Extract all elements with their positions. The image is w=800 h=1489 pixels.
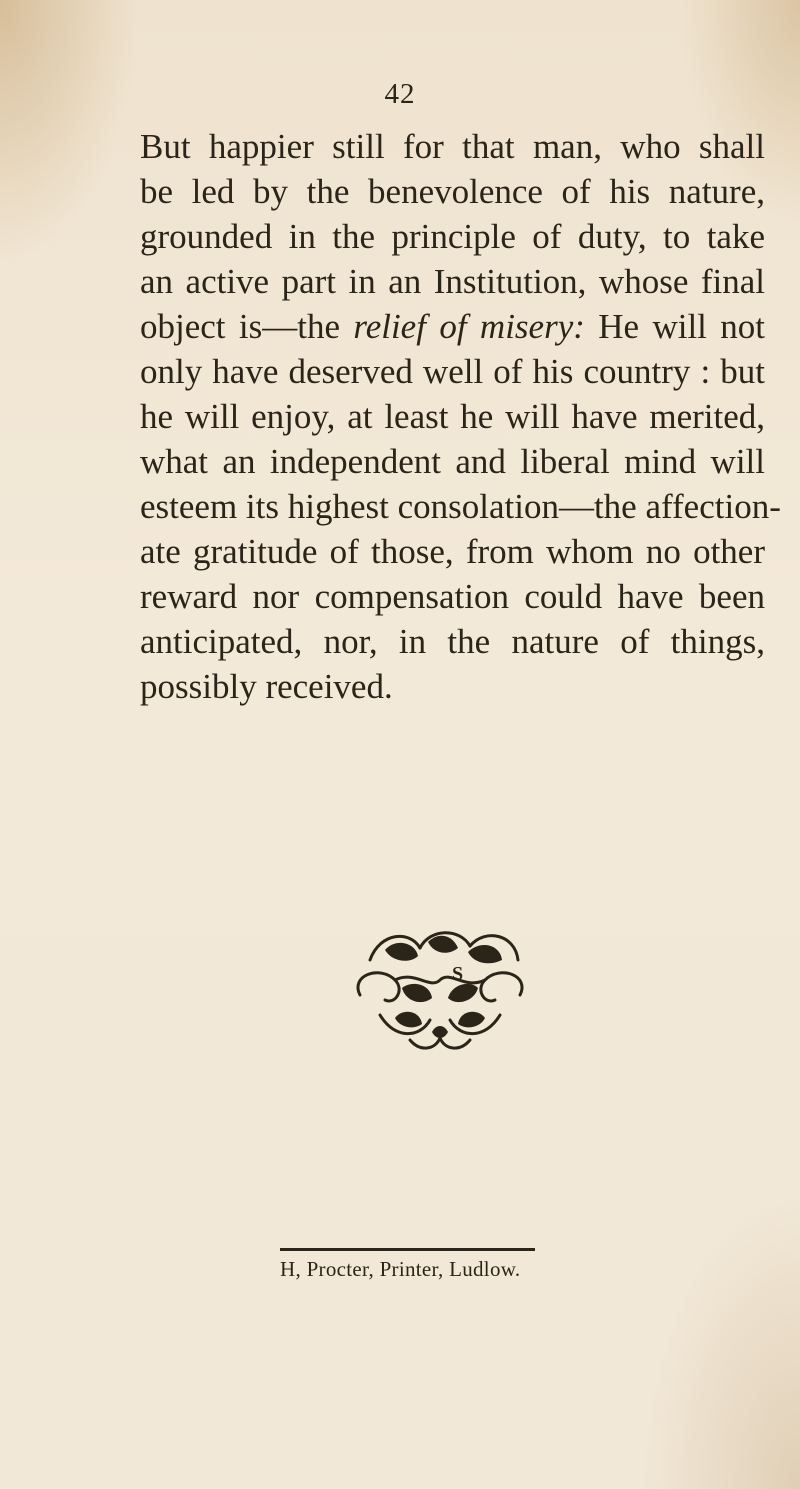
text-line: possibly received. bbox=[140, 667, 393, 706]
tailpiece-ornament-icon bbox=[340, 920, 540, 1060]
text-line: grounded in the principle of duty, to take bbox=[140, 217, 765, 256]
text-line: he will enjoy, at least he will have merited, bbox=[140, 397, 765, 436]
italic-phrase: relief of misery: bbox=[353, 307, 585, 346]
text-segment: object is—the bbox=[140, 307, 354, 346]
text-line: anticipated, nor, in the nature of things, bbox=[140, 622, 765, 661]
text-line: an active part in an Institution, whose final bbox=[140, 262, 765, 301]
text-line bbox=[140, 304, 765, 349]
text-line: what an independent and liberal mind will bbox=[140, 442, 765, 481]
text-segment: He will not bbox=[584, 307, 765, 346]
body-paragraph bbox=[140, 124, 781, 709]
text-line: ate gratitude of those, from whom no other bbox=[140, 532, 765, 571]
printer-imprint: H, Procter, Printer, Ludlow. bbox=[280, 1257, 521, 1281]
text-line: be led by the benevolence of his nature, bbox=[140, 172, 765, 211]
ornament-lettering: S bbox=[452, 963, 464, 985]
page-number: 42 bbox=[384, 78, 416, 110]
imprint-rule bbox=[280, 1248, 535, 1251]
text-line: But happier still for that man, who shall bbox=[140, 127, 765, 166]
text-line: reward nor compensation could have been bbox=[140, 577, 765, 616]
text-line: esteem its highest consolation—the affection- bbox=[140, 487, 781, 526]
text-line: only have deserved well of his country : but bbox=[140, 352, 765, 391]
